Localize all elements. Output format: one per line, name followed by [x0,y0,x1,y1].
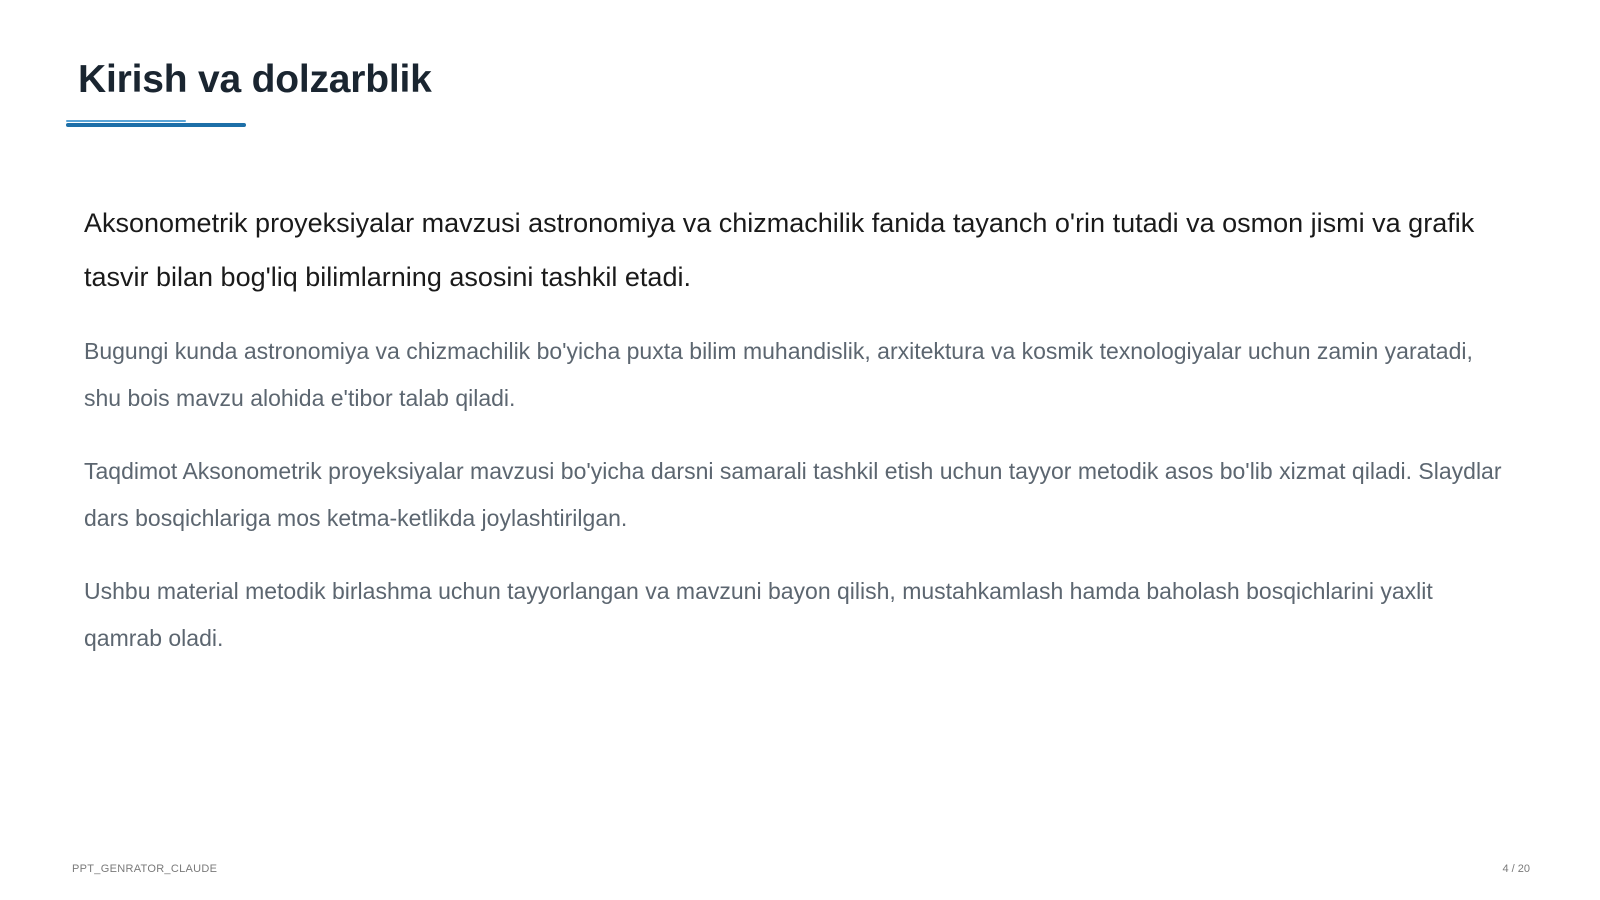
slide-content [84,196,1504,688]
title-underline-highlight [66,120,186,122]
lead-paragraph: Aksonometrik proyeksiyalar mavzusi astronomiya va chizmachilik fanida tayanch o'rin tutadi va osmon jismi va grafik tasvir bilan bog'liq bilimlarning asosini tashkil etadi. [84,208,1475,292]
slide-title: Kirish va dolzarblik [78,58,432,101]
body-paragraph-1: Bugungi kunda astronomiya va chizmachilik bo'yicha puxta bilim muhandislik, arxitektura va kosmik texnologiyalar uchun zamin yaratadi, shu bois mavzu alohida e'tibor talab qiladi. [84,338,1473,411]
title-underline [66,123,246,127]
page-indicator: 4 / 20 [1502,863,1530,875]
body-paragraph-2: Taqdimot Aksonometrik proyeksiyalar mavzusi bo'yicha darsni samarali tashkil etish uchun tayyor metodik asos bo'lib xizmat qiladi. Slaydlar dars bosqichlariga mos ketma-ketlikda joylashtirilgan. [84,458,1502,531]
footer-brand: PPT_GENRATOR_CLAUDE [72,863,218,875]
body-paragraph-3: Ushbu material metodik birlashma uchun tayyorlangan va mavzuni bayon qilish, mustahkamlash hamda baholash bosqichlarini yaxlit qamrab oladi. [84,578,1433,651]
